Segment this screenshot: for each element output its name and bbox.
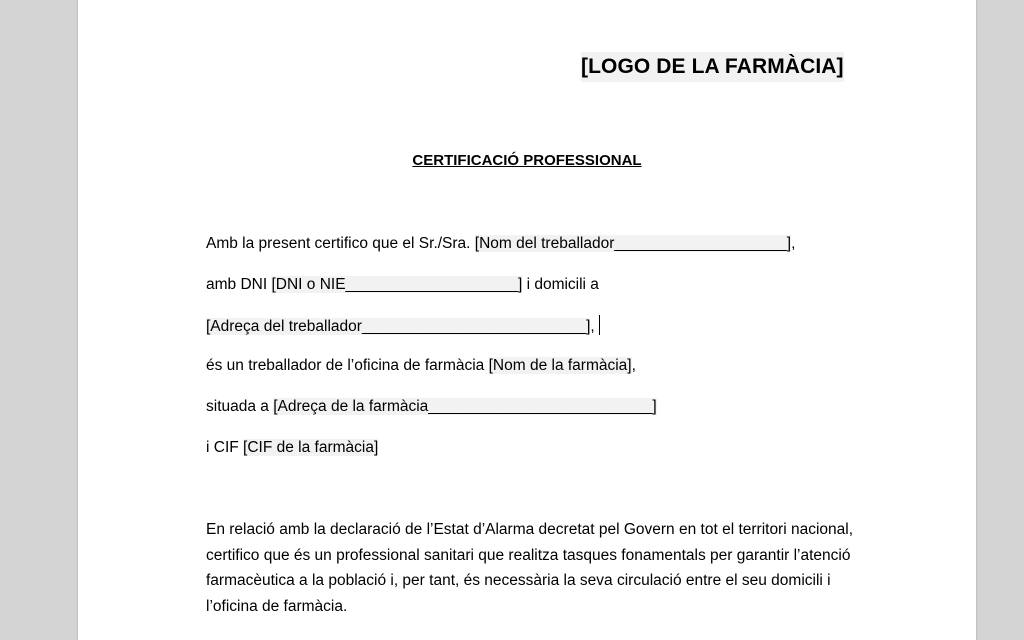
line-text: i CIF xyxy=(206,439,244,456)
line-dni xyxy=(206,274,599,296)
logo-placeholder[interactable]: [LOGO DE LA FARMÀCIA] xyxy=(581,52,844,82)
line-text: Amb la present certifico que el Sr./Sra. xyxy=(206,235,475,252)
field-cif[interactable]: [CIF de la farmàcia] xyxy=(243,439,379,456)
line-pharmacy-address xyxy=(206,396,657,418)
line-text: és un treballador de l’oficina de farmàcia xyxy=(206,357,489,374)
line-text: situada a xyxy=(206,398,274,415)
document-title: CERTIFICACIÓ PROFESSIONAL xyxy=(412,152,642,169)
field-dni[interactable]: [DNI o NIE____________________] xyxy=(271,276,523,293)
line-worker-name xyxy=(206,233,795,255)
line-text: , xyxy=(590,318,595,335)
field-worker-address[interactable]: [Adreça del treballador__________________________] xyxy=(206,318,591,335)
field-worker-name[interactable]: [Nom del treballador____________________] xyxy=(474,235,792,252)
line-text: , xyxy=(631,357,636,374)
line-worker-address xyxy=(206,315,600,337)
field-pharmacy-address[interactable]: [Adreça de la farmàcia__________________________] xyxy=(273,398,657,415)
line-pharmacy-name xyxy=(206,355,636,377)
text-cursor xyxy=(599,315,600,335)
field-pharmacy-name[interactable]: [Nom de la farmàcia] xyxy=(488,357,632,374)
line-cif xyxy=(206,437,378,459)
document-page[interactable] xyxy=(78,0,976,640)
body-paragraph[interactable]: En relació amb la declaració de l’Estat d’Alarma decretat pel Govern en tot el territori nacional, certifico que és un professional sanitari que realitza tasques fonamentals per garantir l’atenció farmacèutica a la població i, per tant, és necessària la seva circulació entre el seu domicili i l’oficina de farmàcia. xyxy=(206,521,854,615)
line-text: , xyxy=(791,235,796,252)
line-text: amb DNI xyxy=(206,276,272,293)
line-text: i domicili a xyxy=(522,276,599,293)
